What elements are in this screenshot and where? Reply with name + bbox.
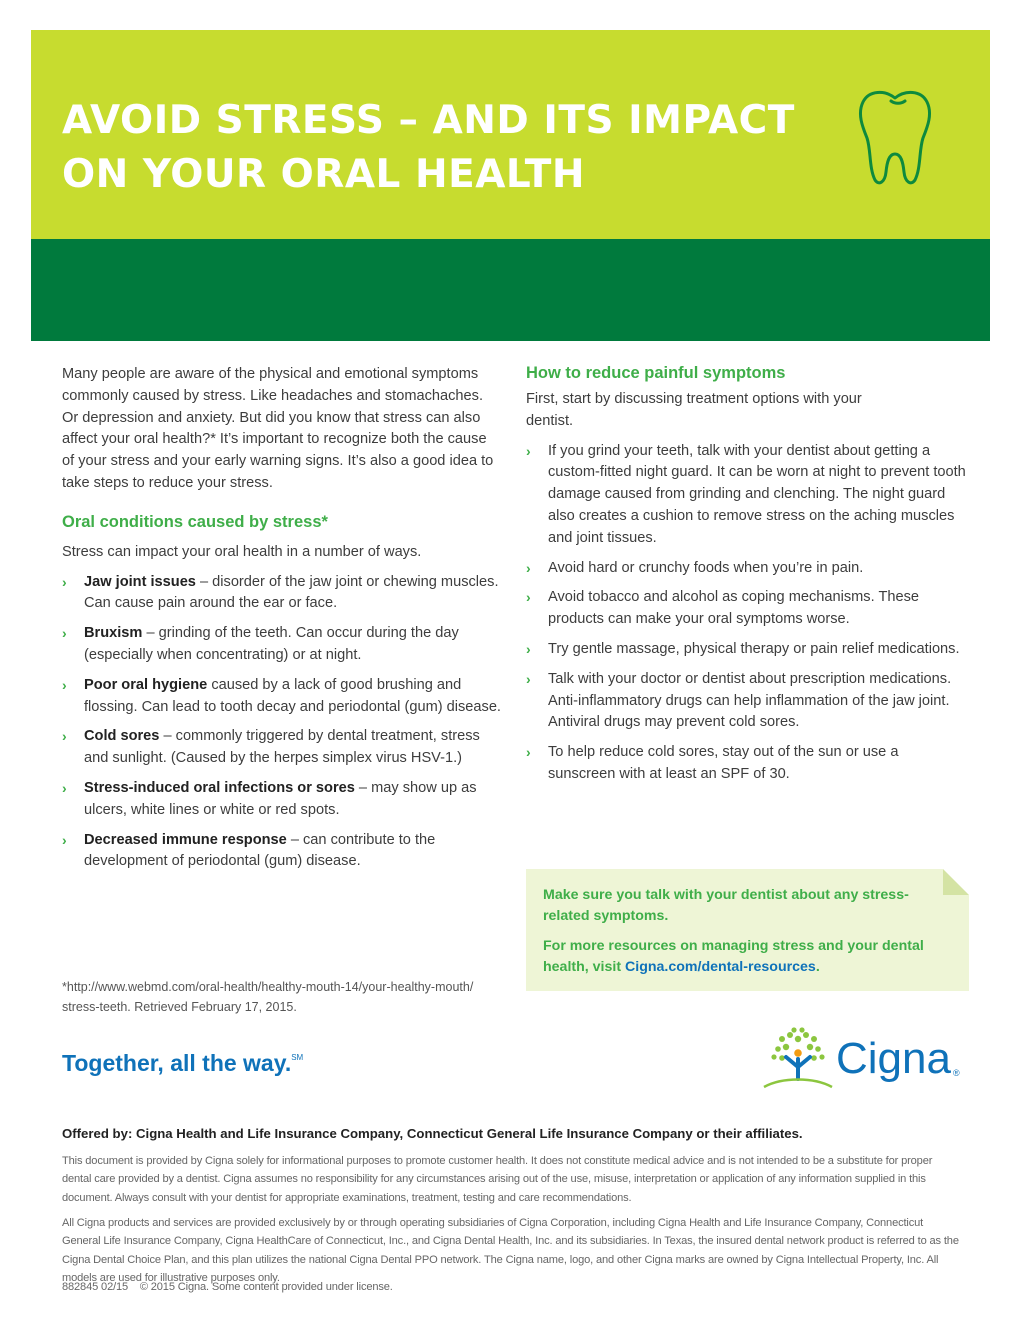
reduce-list — [526, 441, 966, 786]
chevron-right-icon: › — [62, 676, 67, 693]
right-column — [526, 364, 976, 786]
chevron-right-icon: › — [526, 589, 531, 606]
list-item: › Jaw joint issues – disorder of the jaw joint or chewing muscles. Can cause pain around the ear or face. — [62, 573, 499, 612]
conditions-list — [62, 572, 502, 874]
chevron-right-icon: › — [526, 744, 531, 761]
list-item: › If you grind your teeth, talk with your dentist about getting a custom-fitted night guard. It can be worn at night to prevent tooth damage caused from grinding and clenching. The night guard also creates a cushion to remove stress on the aching muscles and joint tissues. — [526, 442, 966, 546]
title-line-1: AVOID STRESS – AND ITS IMPACT — [62, 98, 795, 143]
tagline: Together, all the way.℠ — [62, 1050, 304, 1076]
list-item: › Decreased immune response – can contribute to the development of periodontal (gum) disease. — [62, 831, 436, 870]
document-code: 882845 02/15 © 2015 Cigna. Some content provided under license. — [62, 1281, 393, 1293]
list-item: › Avoid tobacco and alcohol as coping mechanisms. These products can make your oral symptoms worse. — [526, 589, 920, 628]
disclaimer-paragraph: This document is provided by Cigna solely for informational purposes to promote customer health. It does not constitute medical advice and is not intended to be a substitute for proper dental care provided by a dentist. Cigna assumes no responsibility for any circumstances arising out of the use, misuse, interpretation or application of any information supplied in this document. Always consult with your dentist for appropriate examinations, treatment, testing and care recommendations. — [62, 1155, 933, 1204]
page-fold-corner — [943, 869, 969, 895]
chevron-right-icon: › — [62, 625, 67, 642]
dental-resources-link[interactable]: Cigna.com/dental-resources — [625, 958, 816, 975]
list-item: › Try gentle massage, physical therapy or pain relief medications. — [526, 639, 966, 661]
list-item: › Stress-induced oral infections or sores – may show up as ulcers, white lines or white or red spots. — [62, 779, 477, 818]
list-item: › Poor oral hygiene caused by a lack of good brushing and flossing. Can lead to tooth decay and periodontal (gum) disease. — [62, 676, 501, 715]
callout-box — [526, 869, 969, 991]
chevron-right-icon: › — [526, 640, 531, 657]
footnote: *http://www.webmd.com/oral-health/healthy-mouth-14/your-healthy-mouth/ stress-teeth. Retrieved February 17, 2015. — [62, 979, 474, 1014]
service-mark: SM — [291, 1053, 304, 1062]
registered-mark: ® — [953, 1068, 960, 1078]
page-title — [62, 94, 795, 202]
conditions-heading: Oral conditions caused by stress* — [62, 512, 328, 531]
chevron-right-icon: › — [62, 573, 67, 590]
left-column — [62, 364, 502, 873]
conditions-intro: Stress can impact your oral health in a number of ways. — [62, 543, 422, 560]
intro-paragraph: Many people are aware of the physical and emotional symptoms commonly caused by stress. Like headaches and stomachaches. Or depression and anxiety. But did you know that stress can also affect your oral health?* It’s important to recognize both the cause of your stress and your early warning signs. It’s also a good idea to take steps to reduce your stress. — [62, 366, 494, 491]
chevron-right-icon: › — [62, 831, 67, 848]
chevron-right-icon: › — [526, 559, 531, 576]
chevron-right-icon: › — [62, 728, 67, 745]
reduce-intro: First, start by discussing treatment options with your dentist. — [526, 391, 862, 429]
callout-line-1: Make sure you talk with your dentist about any stress-related symptoms. — [543, 887, 909, 924]
list-item: › Cold sores – commonly triggered by dental treatment, stress and sunlight. (Caused by the herpes simplex virus HSV-1.) — [62, 728, 480, 767]
legal-paragraph: All Cigna products and services are provided exclusively by or through operating subsidiaries of Cigna Corporation, including Cigna Health and Life Insurance Company, Connecticut General Life Insurance Company, Cigna HealthCare of Connecticut, Inc., and Cigna Dental Health, Inc. and its subsidiaries. In Texas, the insured dental network product is referred to as the Cigna Dental Choice Plan, and this plan utilizes the national Cigna Dental PPO network. The Cigna name, logo, and other Cigna marks are owned by Cigna Intellectual Property, Inc. All models are used for illustrative purposes only. — [62, 1217, 959, 1284]
reduce-heading: How to reduce painful symptoms — [526, 364, 786, 382]
tooth-icon — [855, 84, 935, 188]
list-item: › Talk with your doctor or dentist about prescription medications. Anti-inflammatory drugs can help inflammation of the jaw joint. Antiviral drugs may prevent cold sores. — [526, 670, 952, 731]
list-item: › Avoid hard or crunchy foods when you’re in pain. — [526, 558, 966, 580]
callout-line-2: For more resources on managing stress and your dental health, visit Cigna.com/dental-resources. — [543, 938, 924, 975]
hero-stripe — [31, 239, 990, 341]
list-item: › To help reduce cold sores, stay out of the sun or use a sunscreen with at least an SPF of 30. — [526, 744, 899, 782]
chevron-right-icon: › — [62, 779, 67, 796]
offered-by: Offered by: Cigna Health and Life Insurance Company, Connecticut General Life Insurance Company or their affiliates. — [62, 1126, 803, 1141]
title-line-2: ON YOUR ORAL HEALTH — [62, 152, 586, 197]
chevron-right-icon: › — [526, 670, 531, 687]
cigna-logo-text: Cigna — [836, 1034, 951, 1083]
list-item: › Bruxism – grinding of the teeth. Can occur during the day (especially when concentrating) or at night. — [62, 625, 459, 663]
chevron-right-icon: › — [526, 442, 531, 459]
